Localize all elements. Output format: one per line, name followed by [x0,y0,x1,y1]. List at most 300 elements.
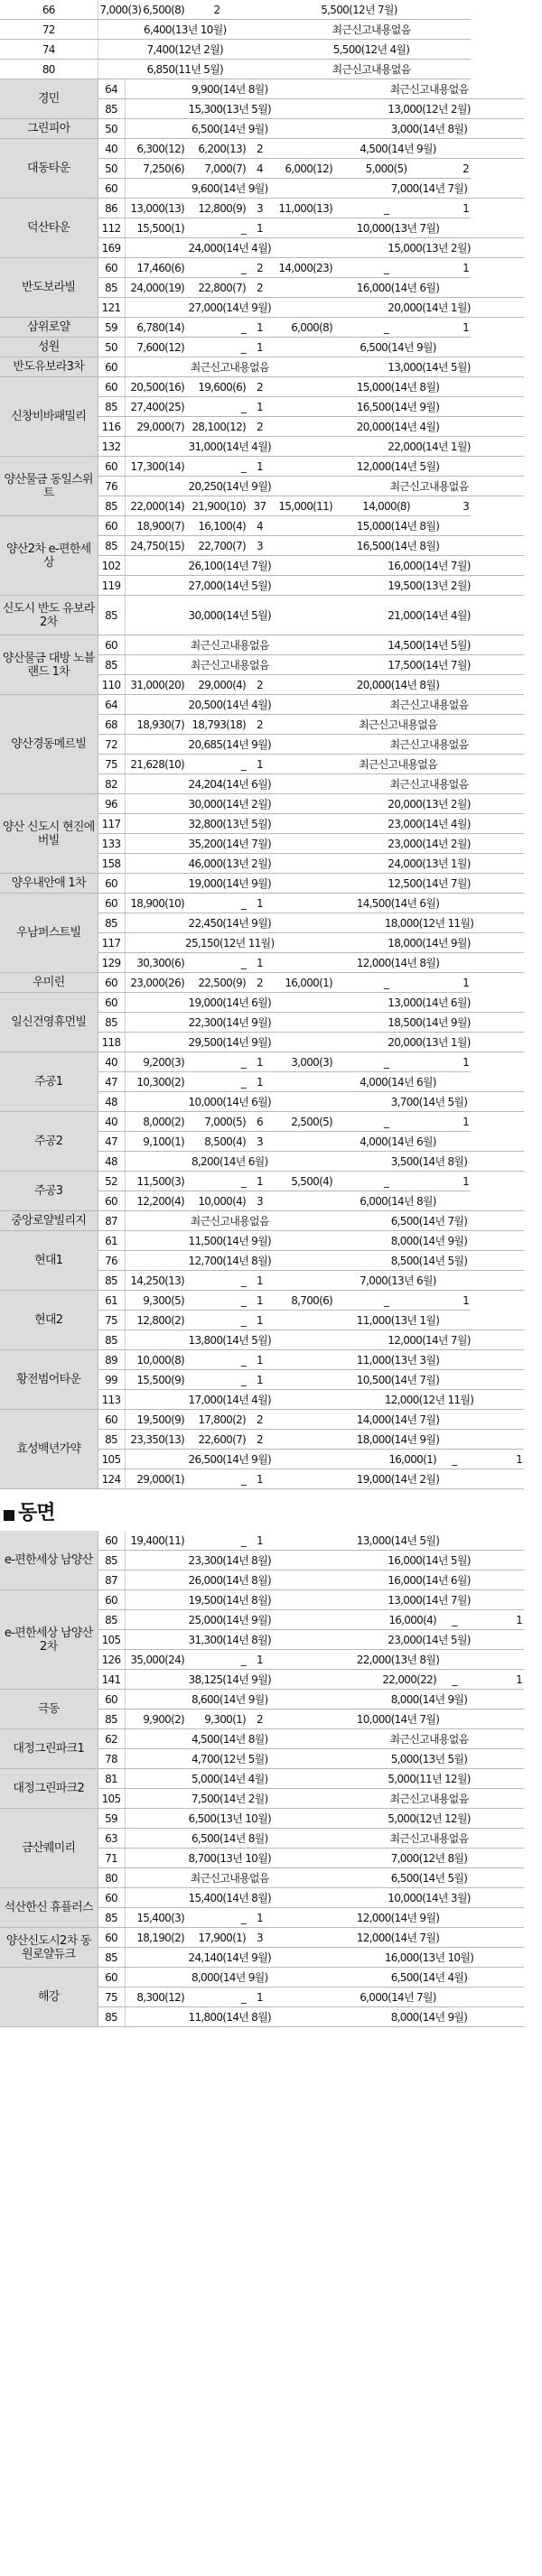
sale-price-low: _ [186,894,248,913]
area-cell: 141 [98,1670,125,1690]
sale-price-span: 9,600(14년 9월) [125,179,334,199]
area-cell: 96 [98,794,125,814]
complex-name: 극동 [0,1690,98,1729]
rent-count: 1 [438,258,471,278]
rent-price-span: 12,000(14년 8월) [272,953,524,973]
table-row [0,258,542,278]
area-cell: 169 [98,238,125,258]
area-cell: 60 [98,1968,125,1988]
rent-price-span: 3,700(14년 5월) [334,1092,524,1112]
rent-price-span: 16,500(14년 9월) [272,397,524,417]
sale-price-low: _ [186,258,248,278]
rent-price-high: 22,000(22) [334,1670,438,1690]
rent-price-span: 22,000(13년 8월) [272,1650,524,1670]
sale-count: 1 [248,1271,272,1291]
sale-price-span: 5,000(14년 4월) [125,1769,334,1789]
sale-price-low: _ [186,318,248,338]
area-cell: 112 [98,218,125,238]
complex-name: 주공3 [0,1172,98,1211]
sale-price-low: 22,600(7) [186,1430,248,1450]
sale-price-high: 17,300(14) [125,457,186,477]
table-row [0,1690,542,1710]
table-row [0,1590,542,1610]
sale-count: 2 [248,417,272,437]
rent-price-span: 8,000(14년 9월) [334,1231,524,1251]
rent-price-span: 6,500(14년 4월) [334,1968,524,1988]
sale-count: 6 [248,1112,272,1132]
complex-name: 신도시 반도 유보라 2차 [0,596,98,635]
table-row [0,60,542,79]
rent-price-span: 12,000(14년 5월) [272,457,524,477]
sale-price-span: 6,400(13년 10월) [98,20,272,40]
sale-price-span: 29,500(14년 9월) [125,1033,334,1052]
area-cell: 40 [98,1052,125,1072]
rent-price-span: 최근신고내용없음 [272,60,471,79]
area-cell: 48 [98,1152,125,1172]
sale-count: 1 [248,1291,272,1311]
sale-price-high: 10,300(2) [125,1072,186,1092]
sale-price-low: _ [186,397,248,417]
sale-price-span: 6,500(13년 10월) [125,1809,334,1829]
sale-price-span: 6,500(14년 9월) [125,119,334,139]
area-cell: 78 [98,1749,125,1769]
sale-price-span: 11,800(14년 8월) [125,2007,334,2027]
area-cell: 64 [98,79,125,99]
rent-price-low: _ [334,199,438,218]
rent-price-span: 21,000(14년 4월) [334,596,524,635]
table-row [0,1968,542,1988]
sale-count: 1 [248,1172,272,1191]
sale-count: 3 [248,1132,272,1152]
area-cell: 118 [98,1033,125,1052]
table-row [0,119,542,139]
sale-price-span: 6,500(14년 8월) [125,1829,334,1849]
area-cell: 66 [0,0,98,20]
rent-price-span: 10,000(14년 7월) [272,1710,524,1729]
sale-price-span: 8,000(14년 9월) [125,1968,334,1988]
rent-price-span: 최근신고내용없음 [334,1829,524,1849]
table-row [0,1350,542,1370]
area-cell: 64 [98,695,125,715]
sale-price-span: 9,900(14년 8월) [125,79,334,99]
rent-price-span: 16,000(14년 6월) [334,1571,524,1590]
area-cell: 50 [98,338,125,357]
sale-price-high: 6,780(14) [125,318,186,338]
area-cell: 63 [98,1829,125,1849]
sale-count: 1 [248,457,272,477]
sale-price-span: 19,500(14년 8월) [125,1590,334,1610]
rent-price-span: 12,000(14년 7월) [334,1330,524,1350]
complex-name: 대정그린파크2 [0,1769,98,1809]
rent-count: 1 [438,199,471,218]
complex-name: 양산경동메르빌 [0,695,98,794]
sale-price-span: 8,200(14년 6월) [125,1152,334,1172]
sale-price-low: 6,500(8) [125,0,186,20]
sale-price-high: 10,000(8) [125,1350,186,1370]
area-cell: 50 [98,159,125,179]
rent-price-span: 6,500(14년 7월) [334,1211,524,1231]
table-row [0,596,542,635]
complex-name: 주공2 [0,1112,98,1172]
sale-price-low: 9,300(1) [186,1710,248,1729]
sale-price-low: _ [186,457,248,477]
sale-price-high: 12,200(4) [125,1191,186,1211]
rent-price-high: 3,000(3) [272,1052,334,1072]
rent-price-high: 16,000(1) [334,1450,438,1469]
table-row [0,1052,542,1072]
sale-price-span: 최근신고내용없음 [125,357,334,377]
sale-price-span: 15,400(14년 8월) [125,1888,334,1908]
area-cell: 80 [98,1868,125,1888]
area-cell: 116 [98,417,125,437]
sale-price-high: 27,400(25) [125,397,186,417]
rent-price-span: 10,000(13년 7월) [272,218,524,238]
rent-price-span: 최근신고내용없음 [334,735,524,755]
sale-price-low: 12,800(9) [186,199,248,218]
sale-price-low: _ [186,218,248,238]
sale-price-span: 30,000(14년 2월) [125,794,334,814]
sale-price-low: 22,800(7) [186,278,248,298]
sale-count: 3 [248,1928,272,1948]
complex-name: 중앙로얄빌리지 [0,1211,98,1231]
area-cell: 60 [98,973,125,993]
rent-price-span: 20,000(14년 4월) [272,417,524,437]
sale-price-low: _ [186,1172,248,1191]
sale-count: 1 [248,397,272,417]
sale-price-span: 27,000(14년 9월) [125,298,334,318]
sale-price-span: 6,850(11년 5월) [98,60,272,79]
rent-price-span: 16,000(14년 7월) [334,556,524,576]
sale-price-high: 18,900(10) [125,894,186,913]
rent-price-low: _ [334,1172,438,1191]
sale-count: 1 [248,218,272,238]
rent-price-span: 6,000(14년 8월) [272,1191,524,1211]
sale-price-span: 30,000(14년 5월) [125,596,334,635]
rent-price-span: 23,000(14년 2월) [334,834,524,854]
complex-name: 양산신도시2차 동원로얄듀크 [0,1928,98,1968]
rent-price-span: 11,000(13년 3월) [272,1350,524,1370]
rent-price-span: 3,000(14년 8월) [334,119,524,139]
rent-price-high: 6,000(8) [272,318,334,338]
rent-price-span: 18,000(12년 11월) [334,913,524,933]
sale-price-span: 26,500(14년 9월) [125,1450,334,1469]
area-cell: 129 [98,953,125,973]
rent-price-span: 7,000(13년 6월) [272,1271,524,1291]
area-cell: 133 [98,834,125,854]
area-cell: 85 [98,1948,125,1968]
rent-price-span: 13,000(14년 7월) [334,1590,524,1610]
rent-price-low: _ [334,1291,438,1311]
sale-price-span: 31,000(14년 4월) [125,437,334,457]
rent-price-high: 16,000(4) [334,1610,438,1630]
sale-price-low: 16,100(4) [186,516,248,536]
square-bullet-icon [4,1510,14,1521]
rent-price-low: _ [334,1052,438,1072]
complex-name: 양산2차 e-편한세상 [0,516,98,596]
table-row [0,1809,542,1829]
rent-price-span: 12,000(12년 11월) [334,1390,524,1410]
sale-price-high: 15,400(3) [125,1908,186,1928]
area-cell: 75 [98,1988,125,2007]
complex-name: 현대1 [0,1231,98,1291]
rent-count: 1 [471,1670,524,1690]
sale-count: 1 [248,1052,272,1072]
rent-price-high: 15,000(11) [272,496,334,516]
area-cell: 74 [0,40,98,60]
sale-price-low: _ [186,1650,248,1670]
sale-price-high: 22,000(14) [125,496,186,516]
table-row [0,357,542,377]
table-row [0,1211,542,1231]
complex-name: 우남퍼스트빌 [0,894,98,973]
rent-price-span: 12,500(14년 7월) [334,874,524,894]
rent-price-span: 16,500(14년 8월) [272,536,524,556]
rent-price-span: 23,000(14년 4월) [334,814,524,834]
complex-name: 그린피아 [0,119,98,139]
area-cell: 102 [98,556,125,576]
table-row [0,1112,542,1132]
complex-name: 경민 [0,79,98,119]
table-row [0,695,542,715]
sale-price-high: 7,250(6) [125,159,186,179]
sale-price-span: 24,204(14년 6월) [125,774,334,794]
complex-name: 대정그린파크1 [0,1729,98,1769]
rent-price-span: 4,000(14년 6월) [272,1072,524,1092]
table-row [0,1172,542,1191]
rent-price-span: 최근신고내용없음 [334,477,524,496]
area-cell: 59 [98,318,125,338]
rent-price-span: 4,000(14년 6월) [272,1132,524,1152]
table-row [0,1410,542,1430]
sale-price-high: 9,300(5) [125,1291,186,1311]
sale-price-low: _ [186,755,248,774]
rent-price-span: 5,000(11년 12월) [334,1769,524,1789]
complex-name: 황전범어타운 [0,1350,98,1410]
rent-count: 1 [438,1112,471,1132]
rent-count: 1 [438,973,471,993]
rent-price-high: 2,500(5) [272,1112,334,1132]
table-row [0,993,542,1013]
sale-count: 2 [248,258,272,278]
sale-price-high: 15,500(9) [125,1370,186,1390]
area-cell: 85 [98,2007,125,2027]
area-cell: 52 [98,1172,125,1191]
area-cell: 60 [98,1191,125,1211]
sale-price-span: 4,700(12년 5월) [125,1749,334,1769]
rent-price-span: 8,000(14년 9월) [334,2007,524,2027]
sale-count: 3 [248,199,272,218]
sale-price-span: 8,600(14년 9월) [125,1690,334,1710]
table-row [0,1531,542,1551]
rent-price-span: 22,000(14년 1월) [334,437,524,457]
complex-name: 현대2 [0,1291,98,1350]
rent-price-span: 7,000(14년 7월) [334,179,524,199]
rent-price-span: 15,000(14년 8월) [272,377,524,397]
rent-price-span: 12,000(14년 9월) [272,1908,524,1928]
area-cell: 60 [98,1888,125,1908]
area-cell: 60 [98,1410,125,1430]
sale-price-low: _ [186,1370,248,1390]
area-cell: 82 [98,774,125,794]
sale-price-high: 18,900(7) [125,516,186,536]
sale-price-span: 10,000(14년 6월) [125,1092,334,1112]
sale-price-span: 27,000(14년 5월) [125,576,334,596]
area-cell: 61 [98,1291,125,1311]
area-cell: 60 [98,874,125,894]
sale-count: 1 [248,1350,272,1370]
table-row [0,1729,542,1749]
rent-price-span: 최근신고내용없음 [334,1729,524,1749]
sale-count: 1 [248,1650,272,1670]
rent-price-low: _ [438,1610,471,1630]
area-cell: 85 [98,1908,125,1928]
sale-count: 1 [248,338,272,357]
sale-price-span: 최근신고내용없음 [125,655,334,675]
sale-count: 2 [248,675,272,695]
rent-price-low: _ [438,1450,471,1469]
sale-price-low: 22,700(7) [186,536,248,556]
sale-price-high: 19,500(9) [125,1410,186,1430]
complex-name: 석산한신 휴플러스 [0,1888,98,1928]
sale-price-low: _ [186,953,248,973]
sale-price-span: 23,300(14년 8월) [125,1551,334,1571]
area-cell: 47 [98,1072,125,1092]
sale-price-low: 6,200(13) [186,139,248,159]
rent-price-high: 14,000(23) [272,258,334,278]
sale-price-low: _ [186,1291,248,1311]
complex-name: e-편한세상 남양산2차 [0,1590,98,1690]
rent-price-span: 20,000(13년 2월) [334,794,524,814]
sale-price-low: 18,793(18) [186,715,248,735]
sale-price-high: 8,300(12) [125,1988,186,2007]
sale-price-span: 최근신고내용없음 [125,1868,334,1888]
sale-price-span: 8,700(13년 10월) [125,1849,334,1868]
area-cell: 105 [98,1450,125,1469]
section-title: 동면 [18,1502,55,1524]
area-cell: 113 [98,1390,125,1410]
table-row [0,794,542,814]
area-cell: 60 [98,635,125,655]
sale-price-span: 19,000(14년 9월) [125,874,334,894]
table-row [0,457,542,477]
sale-price-span: 최근신고내용없음 [125,635,334,655]
sale-price-span: 20,500(14년 4월) [125,695,334,715]
sale-price-low: 28,100(12) [186,417,248,437]
sale-price-high: 29,000(7) [125,417,186,437]
rent-price-span: 3,500(14년 8월) [334,1152,524,1172]
rent-price-span: 12,000(14년 7월) [272,1928,524,1948]
area-cell: 85 [98,655,125,675]
area-cell: 105 [98,1630,125,1650]
area-cell: 76 [98,477,125,496]
sale-count: 2 [248,377,272,397]
area-cell: 60 [98,993,125,1013]
complex-name: 효성백년가약 [0,1410,98,1489]
area-cell: 81 [98,1769,125,1789]
rent-price-span: 15,000(14년 8월) [272,516,524,536]
area-cell: 72 [0,20,98,40]
area-cell: 48 [98,1092,125,1112]
sale-price-low: _ [186,1311,248,1330]
sale-price-low: 8,500(4) [186,1132,248,1152]
complex-name: 양산물금 대방 노블랜드 1차 [0,635,98,695]
table-row [0,516,542,536]
rent-price-span: 18,000(14년 9월) [272,1430,524,1450]
sale-price-span: 26,100(14년 7월) [125,556,334,576]
area-cell: 105 [98,1789,125,1809]
rent-price-span: 13,000(14년 6월) [334,993,524,1013]
area-cell: 87 [98,1211,125,1231]
area-cell: 40 [98,139,125,159]
rent-price-span: 13,000(14년 5월) [334,357,524,377]
sale-price-span: 17,000(14년 4월) [125,1390,334,1410]
rent-price-span: 19,500(13년 2월) [334,576,524,596]
rent-price-span: 최근신고내용없음 [334,1789,524,1809]
sale-price-span: 24,140(14년 9월) [125,1948,334,1968]
area-cell: 158 [98,854,125,874]
area-cell: 89 [98,1350,125,1370]
sale-count: 2 [248,139,272,159]
area-cell: 60 [98,516,125,536]
sale-count: 1 [248,894,272,913]
sale-price-low: 17,800(2) [186,1410,248,1430]
sale-price-low: 19,600(6) [186,377,248,397]
rent-price-span: 8,500(14년 5월) [334,1251,524,1271]
rent-price-low: _ [334,973,438,993]
rent-price-span: 19,000(14년 2월) [272,1469,524,1489]
sale-price-high: 13,000(13) [125,199,186,218]
rent-price-span: 20,000(13년 1월) [334,1033,524,1052]
area-cell: 68 [98,715,125,735]
area-cell: 85 [98,596,125,635]
sale-count: 2 [248,1410,272,1430]
sale-price-low: _ [186,1908,248,1928]
complex-name: 해강 [0,1968,98,2027]
rent-price-span: 23,000(14년 5월) [334,1630,524,1650]
area-cell: 85 [98,1330,125,1350]
table-row [0,139,542,159]
sale-price-span: 13,800(14년 5월) [125,1330,334,1350]
sale-price-low: _ [186,1350,248,1370]
rent-price-span: 6,000(14년 7월) [272,1988,524,2007]
area-cell: 47 [98,1132,125,1152]
rent-price-low: _ [438,1670,471,1690]
sale-price-low: _ [186,338,248,357]
area-cell: 85 [98,496,125,516]
area-cell: 132 [98,437,125,457]
rent-price-span: 16,000(14년 6월) [272,278,524,298]
rent-price-low: _ [334,1112,438,1132]
rent-price-span: 13,000(12년 2월) [334,99,524,119]
rent-price-span: 6,500(14년 9월) [272,338,524,357]
sale-count: 3 [248,1191,272,1211]
area-cell: 117 [98,814,125,834]
rent-count: 3 [438,496,471,516]
area-cell: 75 [98,1311,125,1330]
table-row [0,20,542,40]
area-cell: 124 [98,1469,125,1489]
table-row [0,1231,542,1251]
table-row [0,377,542,397]
area-cell: 60 [98,1928,125,1948]
sale-price-span: 38,125(14년 9월) [125,1670,334,1690]
complex-name: 금산퀘미리 [0,1809,98,1888]
rent-count: 1 [438,1052,471,1072]
complex-name: 성원 [0,338,98,357]
table-row [0,894,542,913]
sale-price-span: 22,300(14년 9월) [125,1013,334,1033]
sale-price-span: 46,000(13년 2월) [125,854,334,874]
